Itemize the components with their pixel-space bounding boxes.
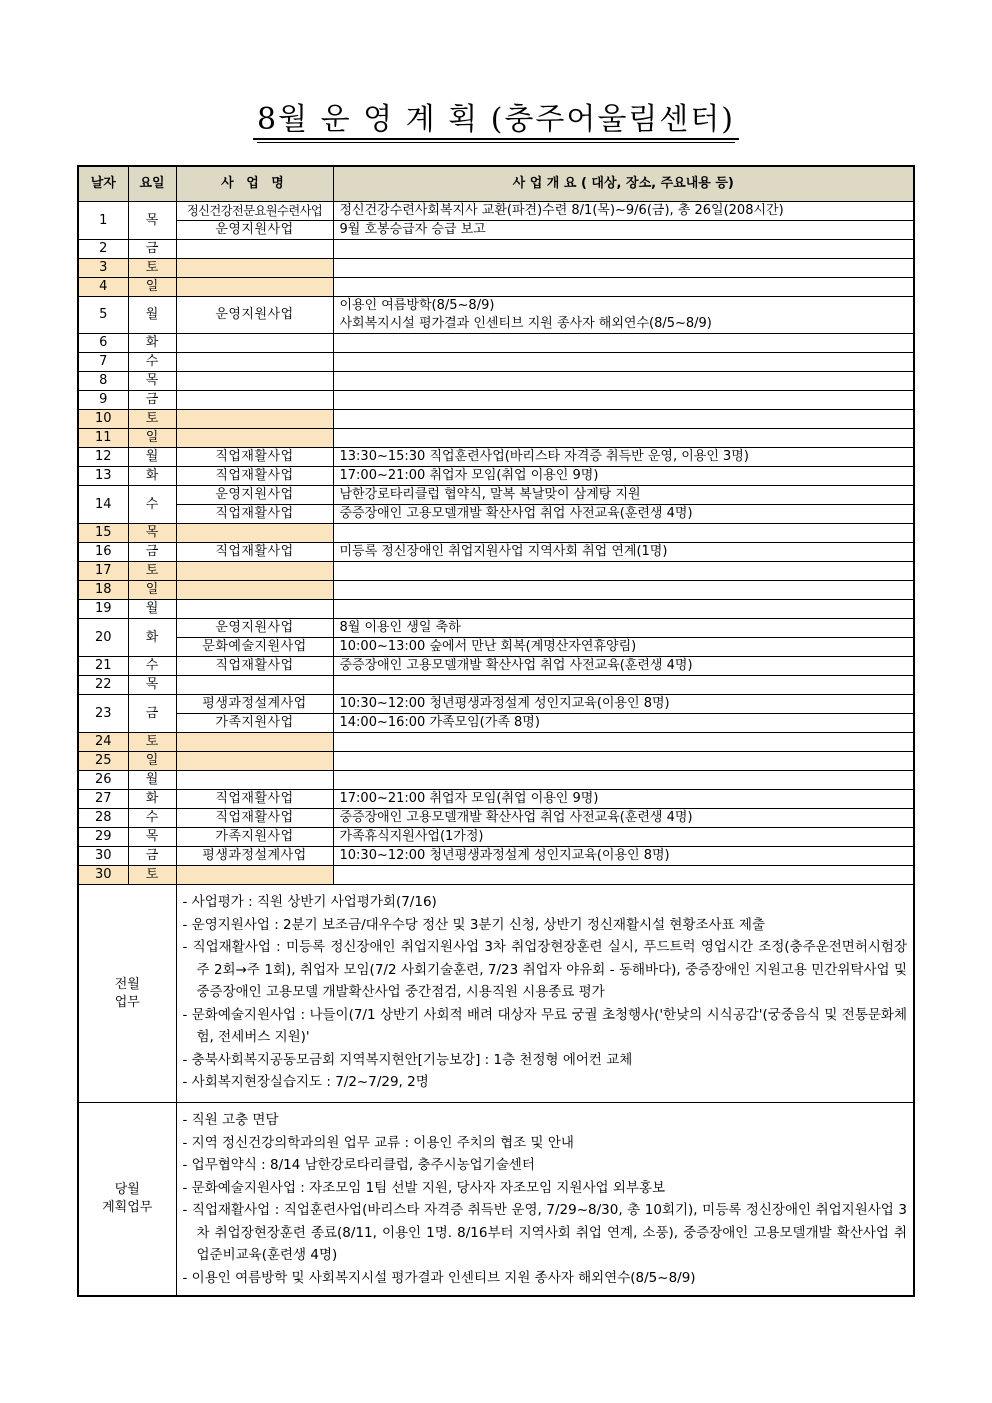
row-date: 27 <box>78 790 128 809</box>
schedule-row <box>78 581 914 600</box>
row-day: 토 <box>128 562 176 581</box>
row-day: 화 <box>128 334 176 353</box>
prev-item: - 운영지원사업 : 2분기 보조금/대우수당 정산 및 3분기 신청, 상반기 정신재활시설 현황조사표 제출 <box>182 916 765 933</box>
schedule-row <box>78 771 914 790</box>
prev-item: - 충북사회복지공동모금회 지역복지현안[기능보강] : 1층 천정형 에어컨 교체 <box>182 1051 633 1068</box>
row-detail: 17:00~21:00 취업자 모임(취업 이용인 9명) <box>333 790 914 809</box>
schedule-row <box>78 202 914 221</box>
row-biz <box>176 581 333 600</box>
schedule-row <box>78 505 914 524</box>
row-detail <box>333 771 914 790</box>
row-date: 21 <box>78 657 128 676</box>
prev-month-row <box>78 885 914 1103</box>
schedule-row <box>78 372 914 391</box>
schedule-row <box>78 733 914 752</box>
header-row <box>78 166 914 202</box>
header-detail: 사 업 개 요 ( 대상, 장소, 주요내용 등) <box>333 166 914 202</box>
row-detail <box>333 676 914 695</box>
row-day: 일 <box>128 752 176 771</box>
curr-item: - 직원 고충 면담 <box>182 1112 279 1128</box>
row-day: 목 <box>128 676 176 695</box>
row-date: 11 <box>78 429 128 448</box>
row-date: 19 <box>78 600 128 619</box>
curr-month-notes <box>176 1103 914 1297</box>
row-day: 화 <box>128 619 176 657</box>
row-biz <box>176 771 333 790</box>
header-day: 요일 <box>128 166 176 202</box>
row-day: 목 <box>128 372 176 391</box>
row-detail <box>333 600 914 619</box>
row-biz: 운영지원사업 <box>176 486 333 505</box>
row-biz <box>176 562 333 581</box>
row-detail <box>333 259 914 278</box>
curr-item: - 업무협약식 : 8/14 남한강로타리클럽, 충주시농업기술센터 <box>182 1157 535 1173</box>
row-day: 토 <box>128 733 176 752</box>
row-biz: 직업재활사업 <box>176 657 333 676</box>
row-biz <box>176 524 333 543</box>
row-biz <box>176 334 333 353</box>
prev-label-line1: 전월 <box>114 976 140 992</box>
curr-item: - 이용인 여름방학 및 사회복지시설 평가결과 인센티브 지원 종사자 해외연수(8/5~8/9) <box>182 1269 696 1286</box>
row-date: 30 <box>78 866 128 885</box>
row-detail <box>333 524 914 543</box>
row-detail: 14:00~16:00 가족모임(가족 8명) <box>333 714 914 733</box>
row-day: 목 <box>128 524 176 543</box>
schedule-row <box>78 638 914 657</box>
curr-item: - 직업재활사업 : 직업훈련사업(바리스타 자격증 취득반 운영, 7/29~8/30, 총 10회기), 미등록 정신장애인 취업지원사업 3차 취업장현장훈련 종료(8/11, 이용인 1명. 8/16부터 지역사회 취업 연계, 소풍), 중증장애인 고용모델개발 확산사업 취업준비교육(훈련생 4명) <box>182 1202 907 1263</box>
row-day: 화 <box>128 790 176 809</box>
schedule-row <box>78 334 914 353</box>
row-biz: 직업재활사업 <box>176 790 333 809</box>
row-detail: 17:00~21:00 취업자 모임(취업 이용인 9명) <box>333 467 914 486</box>
row-detail: 정신건강수련사회복지사 교환(파견)수련 8/1(목)~9/6(금), 총 26일(208시간) <box>333 202 914 221</box>
prev-item: - 문화예술지원사업 : 나들이(7/1 상반기 사회적 배려 대상자 무료 궁궐 초청행사('한낮의 시식공감'(궁중음식 및 전통문화체험, 전세버스 지원)' <box>182 1006 907 1045</box>
row-date: 25 <box>78 752 128 771</box>
row-biz <box>176 676 333 695</box>
schedule-row <box>78 790 914 809</box>
row-date: 22 <box>78 676 128 695</box>
row-biz <box>176 353 333 372</box>
row-day: 토 <box>128 259 176 278</box>
row-day: 수 <box>128 657 176 676</box>
schedule-row <box>78 448 914 467</box>
row-detail <box>333 391 914 410</box>
header-biz: 사 업 명 <box>176 166 333 202</box>
schedule-row <box>78 752 914 771</box>
row-date: 26 <box>78 771 128 790</box>
curr-month-label <box>78 1103 176 1297</box>
curr-item: - 지역 정신건강의학과의원 업무 교류 : 이용인 주치의 협조 및 안내 <box>182 1134 574 1151</box>
row-biz <box>176 391 333 410</box>
row-biz: 직업재활사업 <box>176 809 333 828</box>
prev-item: - 직업재활사업 : 미등록 정신장애인 취업지원사업 3차 취업장현장훈련 실시, 푸드트럭 영업시간 조정(충주운전면허시험장 주 2회→주 1회), 취업자 모임(7/2 사회기술훈련, 7/23 취업자 야유회 - 동해바다), 중증장애인 지원고용 민간위탁사업 및 중증장애인 고용모델 개발확산사업 중간점검, 시용직원 시용종료 평가 <box>182 939 907 1000</box>
row-biz: 가족지원사업 <box>176 714 333 733</box>
row-day: 월 <box>128 600 176 619</box>
schedule-row <box>78 391 914 410</box>
row-detail: 10:00~13:00 숲에서 만난 회복(계명산자연휴양림) <box>333 638 914 657</box>
row-day: 금 <box>128 847 176 866</box>
row-biz <box>176 752 333 771</box>
row-day: 수 <box>128 486 176 524</box>
row-biz <box>176 600 333 619</box>
prev-item: - 사업평가 : 직원 상반기 사업평가회(7/16) <box>182 894 437 910</box>
prev-month-label <box>78 885 176 1103</box>
row-biz <box>176 372 333 391</box>
row-date: 12 <box>78 448 128 467</box>
row-detail: 10:30~12:00 청년평생과정설계 성인지교육(이용인 8명) <box>333 847 914 866</box>
row-detail: 가족휴식지원사업(1가정) <box>333 828 914 847</box>
row-biz <box>176 259 333 278</box>
row-day: 월 <box>128 297 176 334</box>
row-biz: 문화예술지원사업 <box>176 638 333 657</box>
row-detail <box>333 581 914 600</box>
row-detail <box>333 733 914 752</box>
row-biz: 평생과정설계사업 <box>176 695 333 714</box>
schedule-row <box>78 259 914 278</box>
row-detail: 9월 호봉승급자 승급 보고 <box>333 221 914 240</box>
row-detail <box>333 562 914 581</box>
row-detail <box>333 866 914 885</box>
row-biz: 가족지원사업 <box>176 828 333 847</box>
row-date: 14 <box>78 486 128 524</box>
row-date: 17 <box>78 562 128 581</box>
row-detail <box>333 353 914 372</box>
row-biz: 직업재활사업 <box>176 448 333 467</box>
schedule-row <box>78 866 914 885</box>
row-day: 일 <box>128 429 176 448</box>
schedule-row <box>78 600 914 619</box>
row-date: 13 <box>78 467 128 486</box>
schedule-row <box>78 695 914 714</box>
row-date: 8 <box>78 372 128 391</box>
schedule-row <box>78 847 914 866</box>
row-detail: 8월 이용인 생일 축하 <box>333 619 914 638</box>
row-day: 금 <box>128 695 176 733</box>
schedule-row <box>78 486 914 505</box>
row-detail: 중증장애인 고용모델개발 확산사업 취업 사전교육(훈련생 4명) <box>333 657 914 676</box>
row-detail <box>333 429 914 448</box>
row-date: 23 <box>78 695 128 733</box>
row-date: 4 <box>78 278 128 297</box>
row-detail <box>333 410 914 429</box>
row-date: 16 <box>78 543 128 562</box>
curr-month-row <box>78 1103 914 1297</box>
row-date: 20 <box>78 619 128 657</box>
row-detail: 중증장애인 고용모델개발 확산사업 취업 사전교육(훈련생 4명) <box>333 809 914 828</box>
row-biz: 평생과정설계사업 <box>176 847 333 866</box>
row-date: 7 <box>78 353 128 372</box>
row-biz: 운영지원사업 <box>176 297 333 334</box>
schedule-row <box>78 714 914 733</box>
row-detail: 10:30~12:00 청년평생과정설계 성인지교육(이용인 8명) <box>333 695 914 714</box>
row-day: 수 <box>128 809 176 828</box>
row-date: 1 <box>78 202 128 240</box>
schedule-row <box>78 619 914 638</box>
row-day: 토 <box>128 866 176 885</box>
schedule-table <box>77 165 915 1297</box>
row-biz: 운영지원사업 <box>176 221 333 240</box>
row-day: 수 <box>128 353 176 372</box>
schedule-row <box>78 467 914 486</box>
row-detail: 이용인 여름방학(8/5~8/9) <box>333 297 914 316</box>
row-date: 2 <box>78 240 128 259</box>
header-date: 날자 <box>78 166 128 202</box>
schedule-row <box>78 657 914 676</box>
row-date: 9 <box>78 391 128 410</box>
row-date: 15 <box>78 524 128 543</box>
prev-label-line2: 업무 <box>114 994 140 1010</box>
prev-item: - 사회복지현장실습지도 : 7/2~7/29, 2명 <box>182 1074 429 1090</box>
schedule-row <box>78 562 914 581</box>
row-day: 금 <box>128 240 176 259</box>
row-biz: 직업재활사업 <box>176 467 333 486</box>
schedule-row <box>78 676 914 695</box>
row-detail <box>333 752 914 771</box>
row-biz <box>176 278 333 297</box>
row-biz: 운영지원사업 <box>176 619 333 638</box>
row-day: 월 <box>128 448 176 467</box>
row-detail: 사회복지시설 평가결과 인센티브 지원 종사자 해외연수(8/5~8/9) <box>333 315 914 334</box>
schedule-row <box>78 278 914 297</box>
row-biz: 직업재활사업 <box>176 505 333 524</box>
schedule-body <box>78 202 914 885</box>
row-biz <box>176 240 333 259</box>
curr-label-line2: 계획업무 <box>102 1200 153 1215</box>
row-day: 일 <box>128 581 176 600</box>
row-day: 화 <box>128 467 176 486</box>
row-day: 월 <box>128 771 176 790</box>
row-date: 28 <box>78 809 128 828</box>
page-title-wrap <box>0 100 992 140</box>
row-biz: 정신건강전문요원수련사업 <box>176 202 333 221</box>
row-detail: 남한강로타리클럽 협약식, 말복 복날맞이 삼계탕 지원 <box>333 486 914 505</box>
row-detail <box>333 278 914 297</box>
row-date: 18 <box>78 581 128 600</box>
row-biz: 직업재활사업 <box>176 543 333 562</box>
row-detail: 중증장애인 고용모델개발 확산사업 취업 사전교육(훈련생 4명) <box>333 505 914 524</box>
row-date: 5 <box>78 297 128 334</box>
schedule-row <box>78 221 914 240</box>
row-day: 금 <box>128 543 176 562</box>
row-biz <box>176 733 333 752</box>
curr-label-line1: 당월 <box>114 1182 140 1197</box>
page-title: 8월 운 영 계 획 (충주어울림센터) <box>253 100 739 140</box>
schedule-row <box>78 297 914 316</box>
row-date: 6 <box>78 334 128 353</box>
row-date: 3 <box>78 259 128 278</box>
curr-item: - 문화예술지원사업 : 자조모임 1팀 선발 지원, 당사자 자조모임 지원사업 외부홍보 <box>182 1179 666 1196</box>
schedule-row <box>78 524 914 543</box>
row-biz <box>176 410 333 429</box>
schedule-row <box>78 543 914 562</box>
row-date: 30 <box>78 847 128 866</box>
row-date: 24 <box>78 733 128 752</box>
row-day: 목 <box>128 828 176 847</box>
schedule-row <box>78 240 914 259</box>
schedule-row <box>78 809 914 828</box>
schedule-row <box>78 353 914 372</box>
row-date: 29 <box>78 828 128 847</box>
prev-month-notes <box>176 885 914 1103</box>
row-day: 목 <box>128 202 176 240</box>
row-detail <box>333 334 914 353</box>
row-detail <box>333 372 914 391</box>
row-day: 토 <box>128 410 176 429</box>
row-date: 10 <box>78 410 128 429</box>
row-detail: 미등록 정신장애인 취업지원사업 지역사회 취업 연계(1명) <box>333 543 914 562</box>
row-day: 금 <box>128 391 176 410</box>
schedule-row <box>78 410 914 429</box>
schedule-row <box>78 828 914 847</box>
row-biz <box>176 429 333 448</box>
row-day: 일 <box>128 278 176 297</box>
row-detail: 13:30~15:30 직업훈련사업(바리스타 자격증 취득반 운영, 이용인 3명) <box>333 448 914 467</box>
row-detail <box>333 240 914 259</box>
row-biz <box>176 866 333 885</box>
schedule-row <box>78 429 914 448</box>
